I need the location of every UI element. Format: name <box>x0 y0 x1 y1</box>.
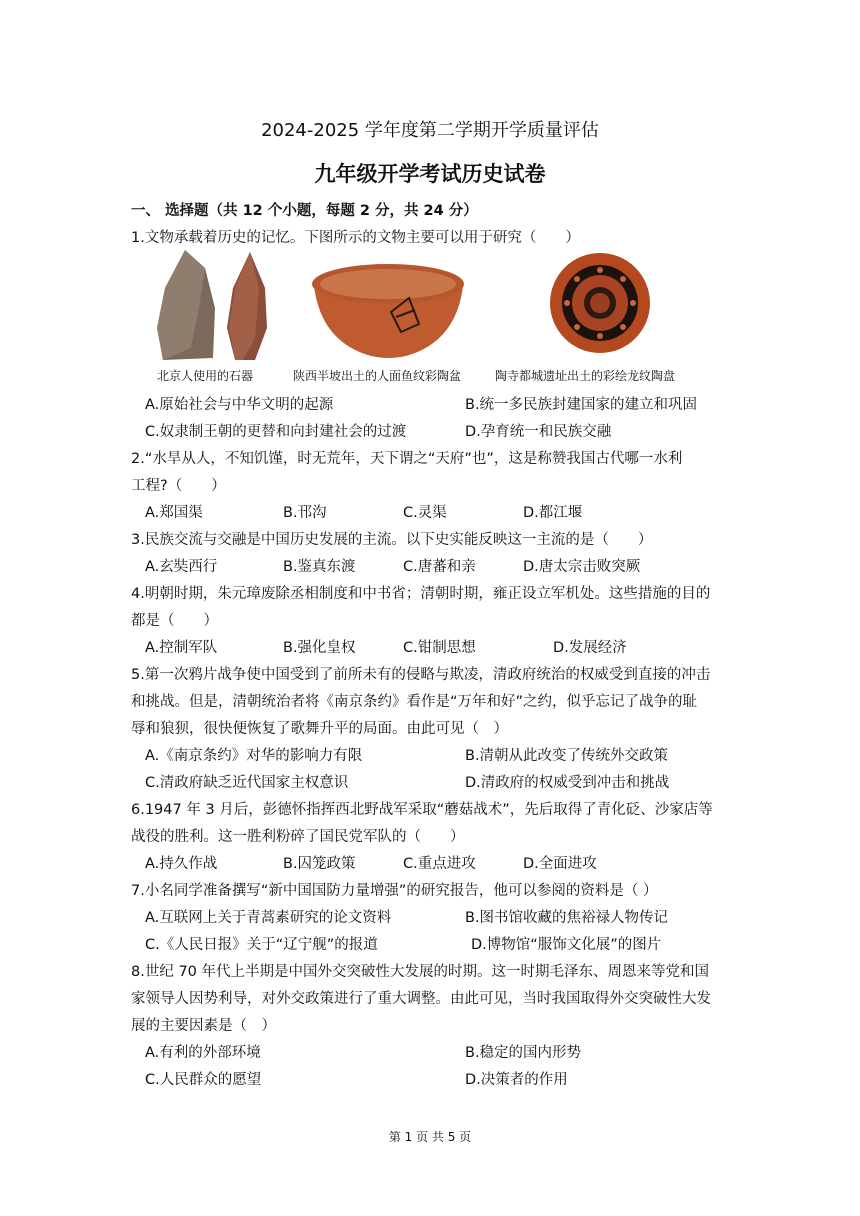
q3-option-b: B.鉴真东渡 <box>283 559 356 575</box>
question-5-stem-line-1: 5.第一次鸦片战争使中国受到了前所未有的侵略与欺凌，清政府统治的权威受到直接的冲击 <box>131 667 711 683</box>
figure-caption-pottery-basin: 陕西半坡出土的人面鱼纹彩陶盆 <box>293 369 462 383</box>
q5-option-c: C.清政府缺乏近代国家主权意识 <box>145 775 349 791</box>
q5-option-a: A.《南京条约》对华的影响力有限 <box>145 748 363 764</box>
q8-option-d: D.决策者的作用 <box>465 1072 568 1088</box>
question-8-stem-line-1: 8.世纪 70 年代上半期是中国外交突破性大发展的时期。这一时期毛泽东、周恩来等党和国 <box>131 964 709 980</box>
q7-option-a: A.互联网上关于青蒿素研究的论文资料 <box>145 910 392 926</box>
question-6-stem-line-1: 6.1947 年 3 月后，彭德怀指挥西北野战军采取“蘑菇战术”，先后取得了青化砭、沙家店等 <box>131 802 713 818</box>
q2-option-b: B.邗沟 <box>283 505 327 521</box>
q8-option-b: B.稳定的国内形势 <box>465 1045 582 1061</box>
q3-option-a: A.玄奘西行 <box>145 559 218 575</box>
q8-option-c: C.人民群众的愿望 <box>145 1072 262 1088</box>
q6-option-c: C.重点进攻 <box>403 856 476 872</box>
q3-option-d: D.唐太宗击败突厥 <box>523 559 641 575</box>
q6-option-b: B.囚笼政策 <box>283 856 356 872</box>
question-1-stem: 1.文物承载着历史的记忆。下图所示的文物主要可以用于研究（ ） <box>131 230 580 246</box>
question-4-stem-line-1: 4.明朝时期，朱元璋废除丞相制度和中书省；清朝时期，雍正设立军机处。这些措施的目的 <box>131 586 711 602</box>
page-number: 第 1 页 共 5 页 <box>388 1130 472 1144</box>
q4-option-c: C.钳制思想 <box>403 640 476 656</box>
q5-option-b: B.清朝从此改变了传统外交政策 <box>465 748 669 764</box>
q1-option-a: A.原始社会与中华文明的起源 <box>145 397 334 413</box>
q4-option-a: A.控制军队 <box>145 640 218 656</box>
question-2-stem-line-2: 工程?（ ） <box>131 478 226 494</box>
q5-option-d: D.清政府的权威受到冲击和挑战 <box>465 775 670 791</box>
figure-caption-pottery-plate: 陶寺都城遗址出土的彩绘龙纹陶盘 <box>495 369 676 383</box>
pottery-plate-icon <box>549 252 651 354</box>
q1-option-b: B.统一多民族封建国家的建立和巩固 <box>465 397 698 413</box>
question-8-stem-line-2: 家领导人因势利导，对外交政策进行了重大调整。由此可见，当时我国取得外交突破性大发 <box>131 991 711 1007</box>
q4-option-d: D.发展经济 <box>553 640 627 656</box>
question-5-stem-line-3: 辱和狼狈，很快便恢复了歌舞升平的局面。由此可见（ ） <box>131 721 508 737</box>
figure-caption-stone-tool: 北京人使用的石器 <box>157 369 254 383</box>
stone-tool-icon <box>155 248 270 362</box>
q2-option-a: A.郑国渠 <box>145 505 203 521</box>
question-3-stem: 3.民族交流与交融是中国历史发展的主流。以下史实能反映这一主流的是（ ） <box>131 532 653 548</box>
q1-option-d: D.孕育统一和民族交融 <box>465 424 612 440</box>
q8-option-a: A.有利的外部环境 <box>145 1045 261 1061</box>
question-4-stem-line-2: 都是（ ） <box>131 613 218 629</box>
q6-option-a: A.持久作战 <box>145 856 218 872</box>
question-8-stem-line-3: 展的主要因素是（ ） <box>131 1018 276 1034</box>
question-5-stem-line-2: 和挑战。但是，清朝统治者将《南京条约》看作是“万年和好”之约，似乎忘记了战争的耻 <box>131 694 698 710</box>
q2-option-c: C.灵渠 <box>403 505 447 521</box>
q7-option-b: B.图书馆收藏的焦裕禄人物传记 <box>465 910 669 926</box>
q7-option-d: D.博物馆“服饰文化展”的图片 <box>471 937 662 953</box>
q2-option-d: D.都江堰 <box>523 505 583 521</box>
exam-title: 2024-2025 学年度第二学期开学质量评估 <box>261 120 599 141</box>
question-6-stem-line-2: 战役的胜利。这一胜利粉碎了国民党军队的（ ） <box>131 829 465 845</box>
section-heading: 一、 选择题（共 12 个小题，每题 2 分，共 24 分） <box>131 203 478 219</box>
q6-option-d: D.全面进攻 <box>523 856 597 872</box>
q7-option-c: C.《人民日报》关于“辽宁舰”的报道 <box>145 937 378 953</box>
question-2-stem-line-1: 2.“水旱从人，不知饥馑，时无荒年，天下谓之“天府”也”，这是称赞我国古代哪一水利 <box>131 451 683 467</box>
q3-option-c: C.唐蕃和亲 <box>403 559 476 575</box>
pottery-basin-icon <box>311 262 466 360</box>
q1-option-c: C.奴隶制王朝的更替和向封建社会的过渡 <box>145 424 407 440</box>
q4-option-b: B.强化皇权 <box>283 640 356 656</box>
question-7-stem: 7.小名同学准备撰写“新中国国防力量增强”的研究报告，他可以参阅的资料是（ ） <box>131 883 658 899</box>
exam-subtitle: 九年级开学考试历史试卷 <box>314 162 546 186</box>
